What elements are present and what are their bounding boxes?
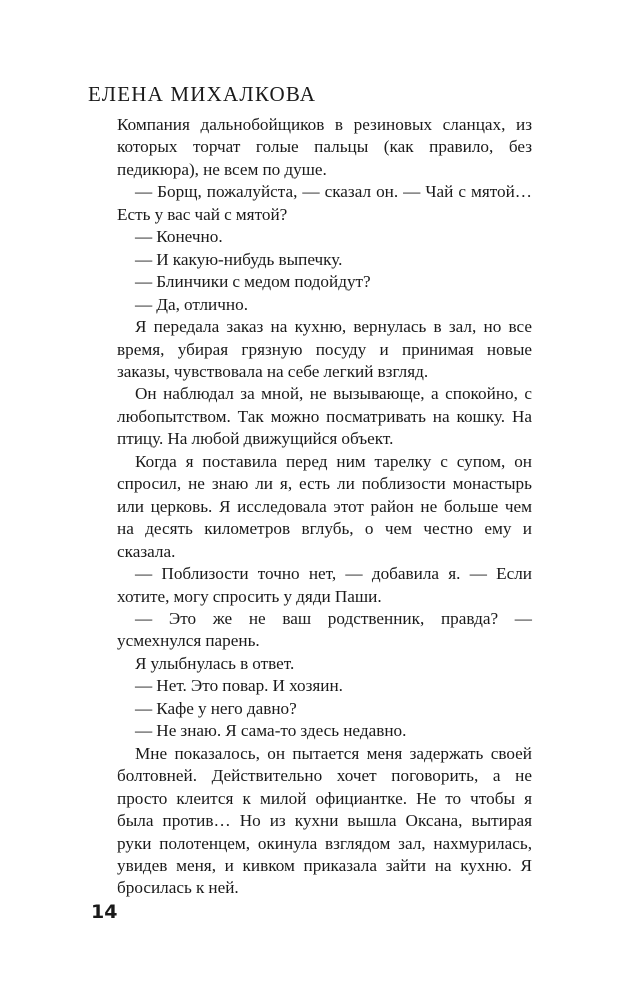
paragraph: — Нет. Это повар. И хозяин.: [135, 676, 343, 696]
paragraph: — Конечно.: [135, 227, 223, 247]
paragraph: Я улыбнулась в ответ.: [135, 653, 295, 673]
paragraph: Компания дальнобойщиков в резиновых сланцах, из которых торчат голые пальцы (как правило, без педикюра), не всем по душе.: [117, 115, 532, 179]
paragraph: — Кафе у него давно?: [135, 698, 297, 718]
paragraph: — Поблизости точно нет, — добавила я. — Если хотите, могу спросить у дяди Паши.: [117, 564, 532, 606]
page-number: 14: [91, 901, 118, 923]
paragraph: — Блинчики с медом подойдут?: [135, 272, 371, 292]
paragraph: Он наблюдал за мной, не вызывающе, а спокойно, с любопытством. Так можно посматривать на кошку. На птицу. На любой движущийся объект.: [117, 384, 532, 449]
paragraph: — Борщ, пожалуйста, — сказал он. — Чай с мятой… Есть у вас чай с мятой?: [117, 182, 532, 224]
paragraph: — Не знаю. Я сама-то здесь недавно.: [135, 721, 407, 741]
paragraph: — И какую-нибудь выпечку.: [135, 249, 343, 269]
paragraph: — Да, отлично.: [135, 294, 248, 314]
running-header-author: ЕЛЕНА МИХАЛКОВА: [88, 82, 317, 106]
paragraph: Мне показалось, он пытается меня задержать своей болтовней. Действительно хочет поговорить, а не просто клеится к милой официантке. Не то чтобы я была против… Но из кухни вышла Оксана, вытирая руки полотенцем, окинула взглядом зал, нахмурилась, увидев меня, и кивком приказала зайти на кухню. Я бросилась к ней.: [117, 743, 532, 898]
page-body: [117, 114, 532, 900]
paragraph: — Это же не ваш родственник, правда? — усмехнулся парень.: [117, 608, 532, 651]
paragraph: Я передала заказ на кухню, вернулась в зал, но все время, убирая грязную посуду и принимая новые заказы, чувствовала на себе легкий взгляд.: [117, 317, 532, 381]
paragraph: Когда я поставила перед ним тарелку с супом, он спросил, не знаю ли я, есть ли поблизости монастырь или церковь. Я исследовала этот район не больше чем на десять километров вглубь, о чем честно ему и сказала.: [117, 451, 532, 561]
